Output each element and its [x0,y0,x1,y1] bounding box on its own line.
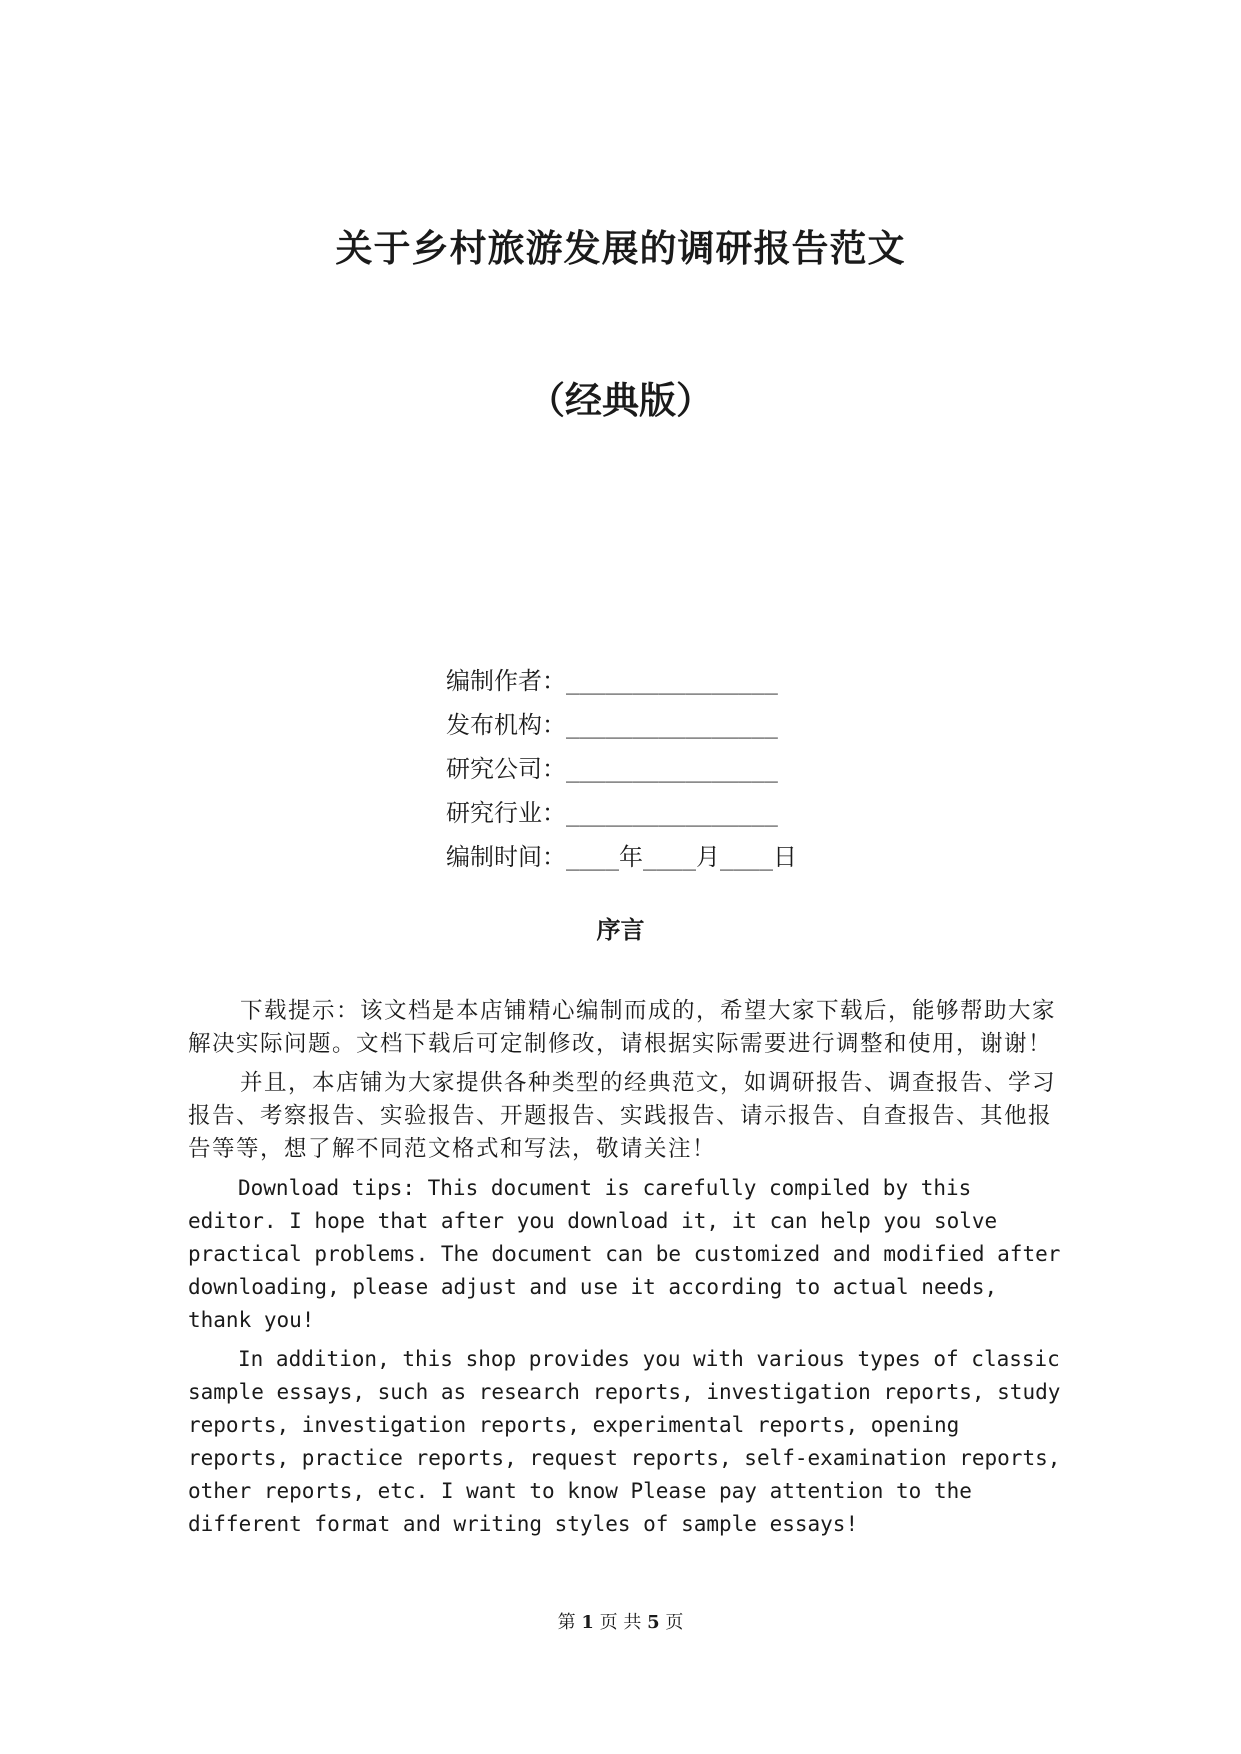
preface-body [188,995,1068,1547]
info-row-industry [446,792,797,836]
document-info-block [446,660,797,880]
info-label: 编制时间： [446,843,566,871]
info-blank-line: ________________ [566,758,778,783]
info-row-date [446,836,797,880]
info-row-company [446,748,797,792]
preface-paragraph-cn-2: 并且，本店铺为大家提供各种类型的经典范文，如调研报告、调查报告、学习报告、考察报告、实验报告、开题报告、实践报告、请示报告、自查报告、其他报告等等，想了解不同范文格式和写法，敬请关注！ [188,1070,1057,1162]
document-title: 关于乡村旅游发展的调研报告范文 [335,227,906,270]
document-subtitle: （经典版） [528,379,713,422]
date-day-unit: 日 [772,843,797,871]
info-row-publisher [446,704,797,748]
info-blank-line: ________________ [566,670,778,695]
info-blank-line: ________________ [566,714,778,739]
info-label: 发布机构： [446,711,566,739]
page-footer [0,1608,1241,1634]
footer-total-pages: 5 [647,1612,660,1633]
date-year-unit: 年 [618,843,643,871]
preface-paragraph-en-2: In addition, this shop provides you with various types of classic sample essays, such as research reports, investigation reports, study reports, investigation reports, experimental reports, opening reports, practice reports, request reports, self-examination reports, other reports, etc. I want to know Please pay attention to the different format and writing styles of sample essays! [188,1347,1061,1536]
footer-page-number: 1 [581,1612,594,1633]
date-month-blank: ____ [642,846,696,871]
info-row-author [446,660,797,704]
date-year-blank: ____ [566,846,619,871]
date-day-blank: ____ [719,846,773,871]
preface-heading: 序言 [596,916,645,944]
info-blank-line: ________________ [566,802,778,827]
footer-middle: 页 共 [599,1612,642,1633]
footer-suffix: 页 [665,1612,684,1633]
preface-paragraph-cn-1: 下载提示：该文档是本店铺精心编制而成的，希望大家下载后，能够帮助大家解决实际问题。文档下载后可定制修改，请根据实际需要进行调整和使用，谢谢！ [188,998,1057,1057]
footer-prefix: 第 [557,1612,576,1633]
info-label: 研究公司： [446,755,566,783]
info-label: 编制作者： [446,667,566,695]
date-month-unit: 月 [695,843,720,871]
info-label: 研究行业： [446,799,566,827]
preface-paragraph-en-1: Download tips: This document is carefully compiled by this editor. I hope that after you download it, it can help you solve practical problems. The document can be customized and modified after downloading, please adjust and use it according to actual needs, thank you! [188,1176,1061,1332]
